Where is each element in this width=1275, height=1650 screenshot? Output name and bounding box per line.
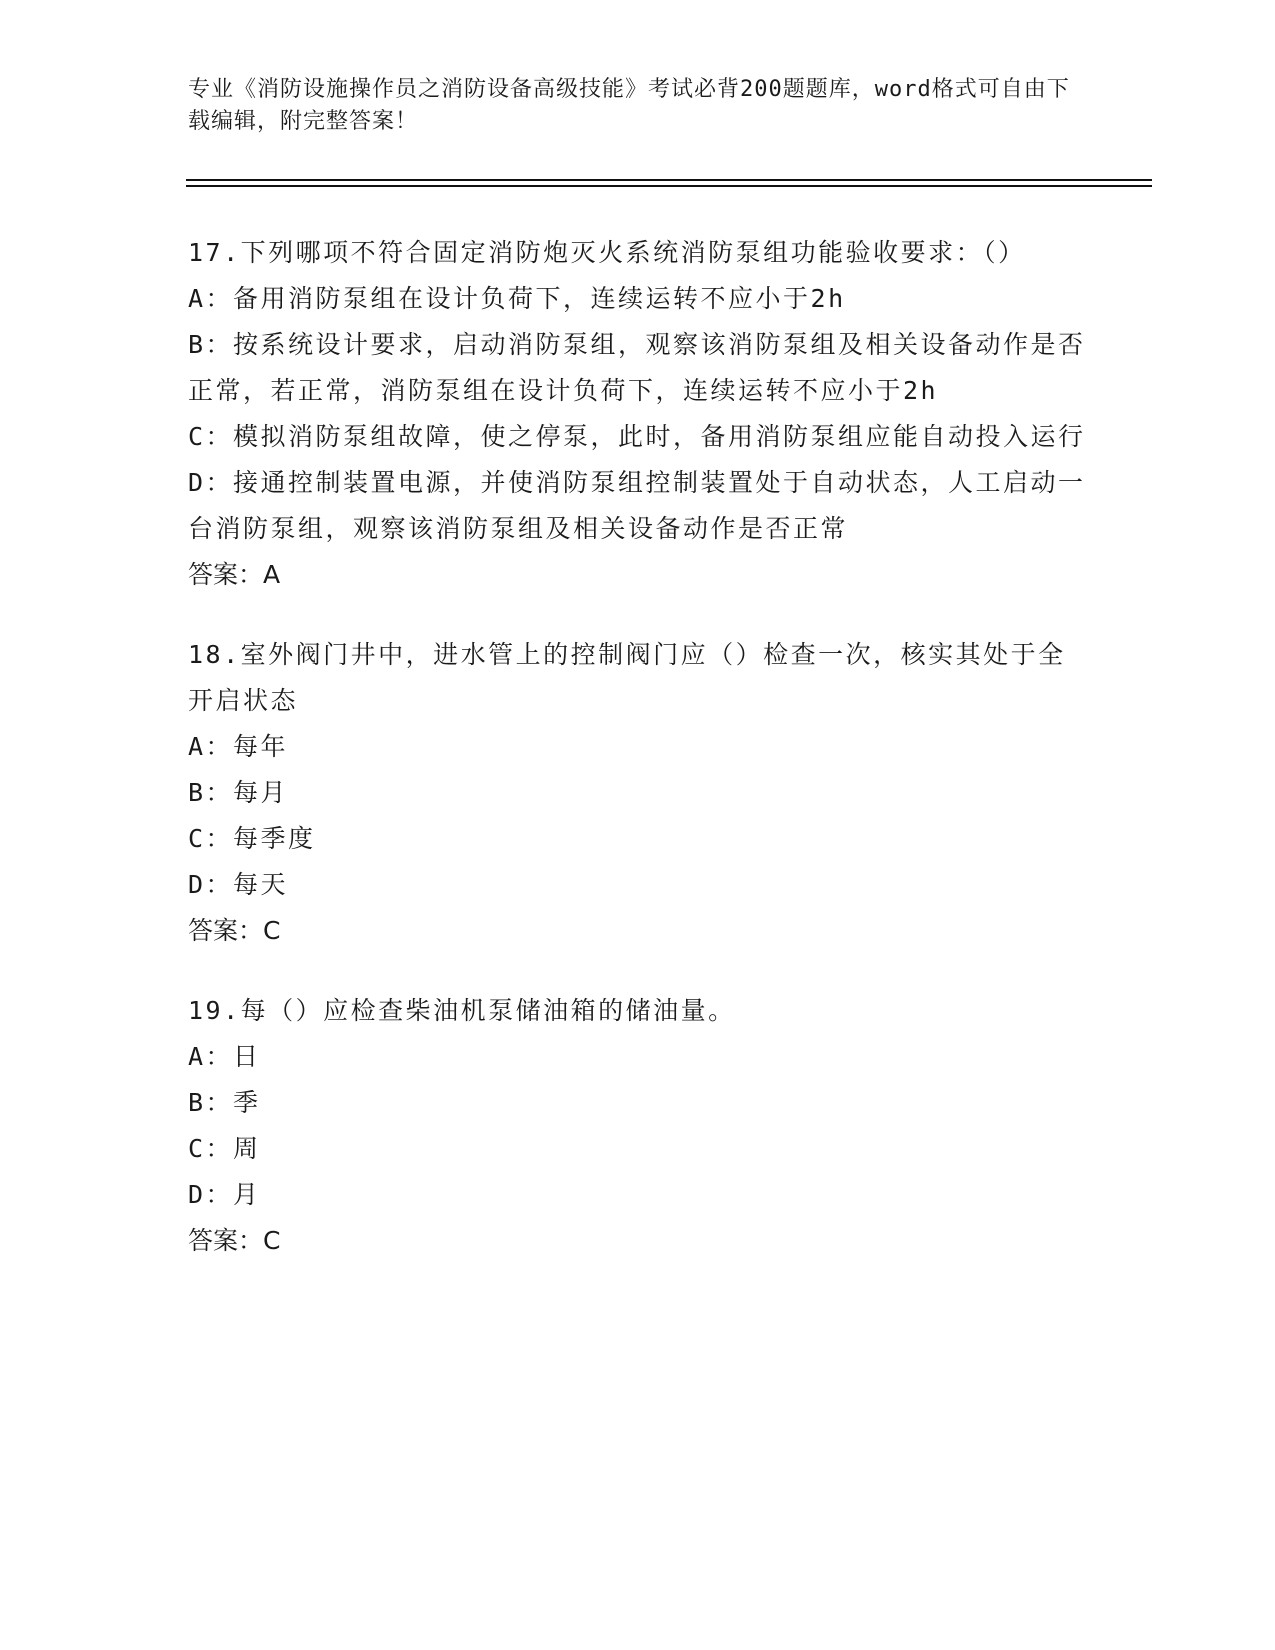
header-rule-top — [186, 179, 1152, 181]
header-rule-bottom — [186, 185, 1152, 187]
answer-line — [188, 1218, 1088, 1264]
option-a: A：日 — [188, 1042, 261, 1071]
option-c: C：周 — [188, 1134, 261, 1163]
option-d: D：月 — [188, 1180, 261, 1209]
question-list — [188, 230, 1088, 1298]
option-a: A：备用消防泵组在设计负荷下，连续运转不应小于2h — [188, 284, 846, 313]
question-stem: 17.下列哪项不符合固定消防炮灭火系统消防泵组功能验收要求：（） — [188, 238, 1026, 267]
option-a: A：每年 — [188, 732, 289, 761]
question-19 — [188, 988, 1088, 1264]
answer-value: C — [263, 916, 281, 945]
answer-label: 答案： — [188, 1226, 264, 1255]
option-b: B：每月 — [188, 778, 289, 807]
option-c: C：模拟消防泵组故障，使之停泵，此时，备用消防泵组应能自动投入运行 — [188, 422, 1086, 451]
option-d: D：每天 — [188, 870, 289, 899]
answer-label: 答案： — [188, 560, 264, 589]
question-stem: 18.室外阀门井中，进水管上的控制阀门应（）检查一次，核实其处于全开启状态 — [188, 640, 1066, 715]
document-header: 专业《消防设施操作员之消防设备高级技能》考试必背200题题库，word格式可自由下载编辑，附完整答案！ — [188, 77, 1070, 134]
answer-value: C — [263, 1226, 281, 1255]
question-18 — [188, 632, 1088, 954]
answer-line — [188, 552, 1088, 598]
answer-value: A — [263, 560, 281, 589]
question-17 — [188, 230, 1088, 598]
option-c: C：每季度 — [188, 824, 316, 853]
answer-label: 答案： — [188, 916, 264, 945]
option-d: D：接通控制装置电源，并使消防泵组控制装置处于自动状态，人工启动一台消防泵组，观察该消防泵组及相关设备动作是否正常 — [188, 468, 1086, 543]
question-stem: 19.每（）应检查柴油机泵储油箱的储油量。 — [188, 996, 736, 1025]
answer-line — [188, 908, 1088, 954]
option-b: B：季 — [188, 1088, 261, 1117]
option-b: B：按系统设计要求，启动消防泵组，观察该消防泵组及相关设备动作是否正常，若正常，消防泵组在设计负荷下，连续运转不应小于2h — [188, 330, 1086, 405]
